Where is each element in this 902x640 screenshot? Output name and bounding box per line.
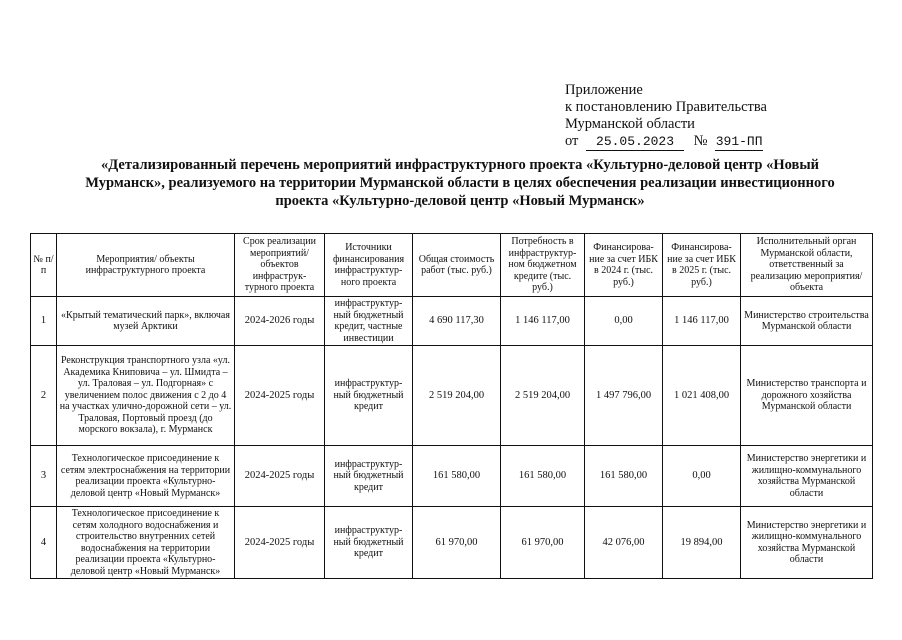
header-credit-need: Потребность в инфраструктур-ном бюджетном кредите (тыс. руб.) [501, 234, 585, 297]
cell-financing-2024: 161 580,00 [585, 446, 663, 507]
cell-measure: Технологическое присоединение к сетям холодного водоснабжения и строительство внутренних сетей водоснабжения на территории реализации проекта «Культурно-деловой центр «Новый Мурманск» [57, 507, 235, 579]
resolution-number: 391-ПП [715, 134, 763, 149]
cell-num: 1 [31, 297, 57, 346]
table-row [31, 507, 873, 579]
appendix-line: к постановлению Правительства [565, 99, 767, 115]
table-row [31, 346, 873, 446]
cell-source: инфраструктур-ный бюджетный кредит [325, 346, 413, 446]
cell-total-cost: 4 690 117,30 [413, 297, 501, 346]
cell-financing-2025: 1 146 117,00 [663, 297, 741, 346]
document-title: «Детализированный перечень мероприятий инфраструктурного проекта «Культурно-деловой центр «Новый Мурманск», реализуемого на территории Мурманской области в целях обеспечения реализации инвестиционного проекта «Культурно-деловой центр «Новый Мурманск» [85, 157, 835, 209]
cell-num: 4 [31, 507, 57, 579]
cell-financing-2025: 1 021 408,00 [663, 346, 741, 446]
cell-financing-2024: 0,00 [585, 297, 663, 346]
cell-credit-need: 1 146 117,00 [501, 297, 585, 346]
cell-measure: Технологическое присоединение к сетям электроснабжения на территории реализации проекта «Культурно-деловой центр «Новый Мурманск» [57, 446, 235, 507]
appendix-date-line [565, 133, 865, 151]
appendix-block [565, 82, 865, 151]
cell-credit-need: 161 580,00 [501, 446, 585, 507]
header-executor: Исполнительный орган Мурманской области, ответственный за реализацию мероприятия/объекта [741, 234, 873, 297]
cell-financing-2024: 1 497 796,00 [585, 346, 663, 446]
header-measure: Мероприятия/ объекты инфраструктурного проекта [57, 234, 235, 297]
cell-executor: Министерство строительства Мурманской области [741, 297, 873, 346]
cell-total-cost: 2 519 204,00 [413, 346, 501, 446]
cell-period: 2024-2025 годы [235, 446, 325, 507]
cell-period: 2024-2026 годы [235, 297, 325, 346]
cell-financing-2024: 42 076,00 [585, 507, 663, 579]
appendix-line: Приложение [565, 82, 643, 98]
cell-source: инфраструктур-ный бюджетный кредит, частные инвестиции [325, 297, 413, 346]
header-source: Источники финансирования инфраструктур-ного проекта [325, 234, 413, 297]
table-header-row [31, 234, 873, 297]
cell-measure: Реконструкция транспортного узла «ул. Академика Книповича – ул. Шмидта – ул. Траловая – ул. Подгорная» с увеличением полос движения с 2 до 4 на участках улично-дорожной сети – ул. Траловая, Портовый проезд (до морского вокзала), г. Мурманск [57, 346, 235, 446]
header-num: № п/п [31, 234, 57, 297]
header-period: Срок реализации мероприятий/ объектов инфраструк-турного проекта [235, 234, 325, 297]
cell-financing-2025: 19 894,00 [663, 507, 741, 579]
header-financing-2025: Финансирова-ние за счет ИБК в 2025 г. (тыс. руб.) [663, 234, 741, 297]
cell-total-cost: 61 970,00 [413, 507, 501, 579]
cell-financing-2025: 0,00 [663, 446, 741, 507]
cell-period: 2024-2025 годы [235, 346, 325, 446]
header-total-cost: Общая стоимость работ (тыс. руб.) [413, 234, 501, 297]
table-row [31, 446, 873, 507]
cell-measure: «Крытый тематический парк», включая музей Арктики [57, 297, 235, 346]
cell-executor: Министерство энергетики и жилищно-коммунального хозяйства Мурманской области [741, 507, 873, 579]
cell-credit-need: 61 970,00 [501, 507, 585, 579]
number-label: № [693, 133, 708, 149]
resolution-date: 25.05.2023 [586, 133, 684, 151]
cell-period: 2024-2025 годы [235, 507, 325, 579]
cell-executor: Министерство транспорта и дорожного хозяйства Мурманской области [741, 346, 873, 446]
from-label: от [565, 133, 579, 149]
cell-executor: Министерство энергетики и жилищно-коммунального хозяйства Мурманской области [741, 446, 873, 507]
cell-source: инфраструктур-ный бюджетный кредит [325, 507, 413, 579]
header-financing-2024: Финансирова-ние за счет ИБК в 2024 г. (тыс. руб.) [585, 234, 663, 297]
table-row [31, 297, 873, 346]
measures-table [30, 233, 873, 579]
cell-num: 2 [31, 346, 57, 446]
cell-total-cost: 161 580,00 [413, 446, 501, 507]
cell-source: инфраструктур-ный бюджетный кредит [325, 446, 413, 507]
cell-num: 3 [31, 446, 57, 507]
appendix-line: Мурманской области [565, 116, 695, 132]
cell-credit-need: 2 519 204,00 [501, 346, 585, 446]
